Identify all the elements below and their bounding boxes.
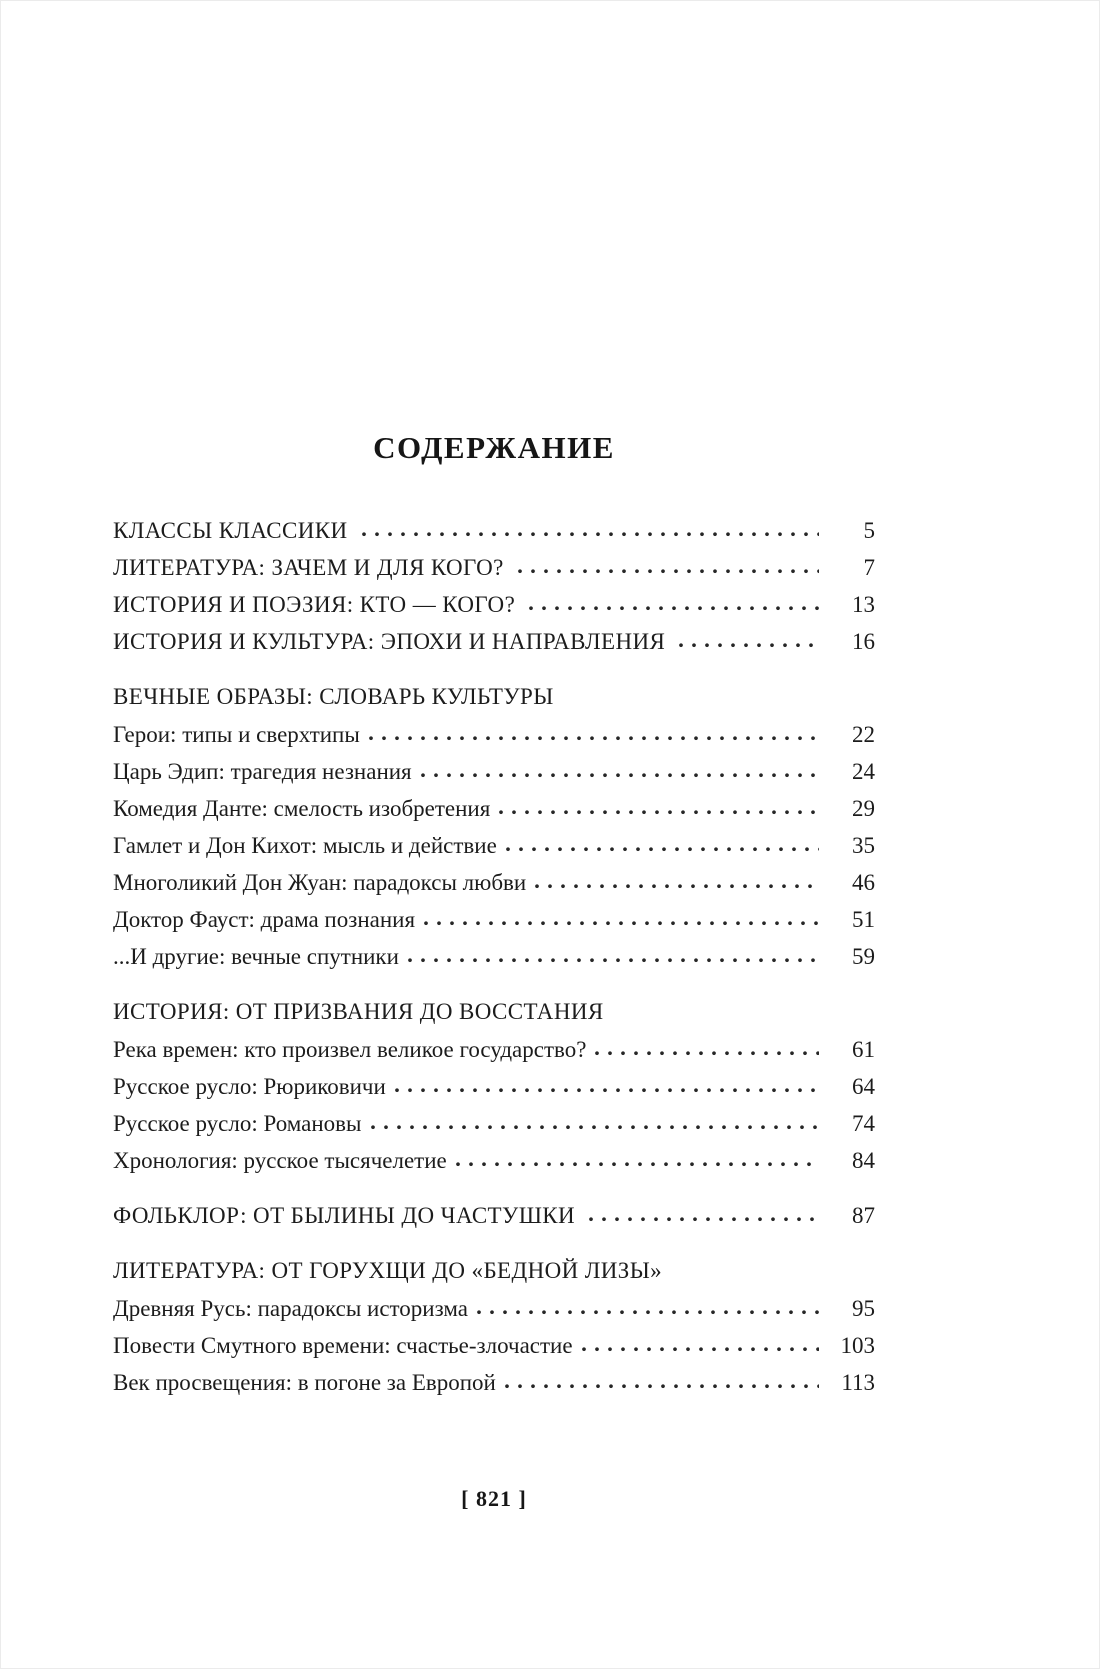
toc-entry: [113, 1197, 875, 1234]
dot-leader: [582, 1346, 819, 1353]
dot-leader: [456, 1161, 819, 1168]
dot-leader: [362, 531, 819, 538]
toc-entry-page: 35: [852, 833, 875, 858]
toc-entry-page: 103: [840, 1333, 875, 1358]
toc-entry-label: ИСТОРИЯ И КУЛЬТУРА: ЭПОХИ И НАПРАВЛЕНИЯ: [113, 629, 666, 654]
dot-leader: [589, 1216, 819, 1223]
toc-entry: [113, 1031, 875, 1068]
toc-entry: [113, 549, 875, 586]
toc-entry-page: 46: [852, 870, 875, 895]
toc-entry: [113, 623, 875, 660]
toc-entry-label: Многоликий Дон Жуан: парадоксы любви: [113, 870, 527, 895]
toc-entry-label: Хронология: русское тысячелетие: [113, 1148, 447, 1173]
toc-group: [113, 512, 875, 660]
dot-leader: [529, 605, 819, 612]
dot-leader: [506, 846, 819, 853]
toc-entry-page: 84: [852, 1148, 875, 1173]
toc-entry: [113, 716, 875, 753]
toc-entry-page: 87: [852, 1203, 875, 1228]
toc-entry: [113, 1105, 875, 1142]
toc-entry-page: 59: [852, 944, 875, 969]
page-title: СОДЕРЖАНИЕ: [373, 430, 615, 465]
dot-leader: [369, 735, 819, 742]
toc-entry: [113, 1142, 875, 1179]
dot-leader: [395, 1087, 819, 1094]
toc-entry-page: 51: [852, 907, 875, 932]
toc-entry: [113, 790, 875, 827]
toc-entry: [113, 512, 875, 549]
toc-entry: [113, 1327, 875, 1364]
toc-entry-label: Комедия Данте: смелость изобретения: [113, 796, 491, 821]
toc-entry-page: 13: [852, 592, 875, 617]
toc-entry-label: Доктор Фауст: драма познания: [113, 907, 416, 932]
toc-entry: [113, 827, 875, 864]
toc-entry-label: Русское русло: Романовы: [113, 1111, 362, 1136]
toc-entry-label: Древняя Русь: парадоксы историзма: [113, 1296, 468, 1321]
toc-section-header: ЛИТЕРАТУРА: ОТ ГОРУХЩИ ДО «БЕДНОЙ ЛИЗЫ»: [113, 1258, 663, 1283]
toc-entry-label: ...И другие: вечные спутники: [113, 944, 399, 969]
toc-entry-page: 95: [852, 1296, 875, 1321]
dot-leader: [499, 809, 819, 816]
table-of-contents: [113, 512, 875, 1401]
dot-leader: [477, 1309, 819, 1316]
toc-entry-label: Царь Эдип: трагедия незнания: [113, 759, 412, 784]
toc-entry-label: ИСТОРИЯ И ПОЭЗИЯ: КТО — КОГО?: [113, 592, 516, 617]
toc-content: [113, 0, 875, 1401]
toc-entry-label: ФОЛЬКЛОР: ОТ БЫЛИНЫ ДО ЧАСТУШКИ: [113, 1203, 576, 1228]
toc-entry-page: 61: [852, 1037, 875, 1062]
dot-leader: [535, 883, 819, 890]
toc-entry-page: 29: [852, 796, 875, 821]
toc-section-header: ВЕЧНЫЕ ОБРАЗЫ: СЛОВАРЬ КУЛЬТУРЫ: [113, 684, 554, 709]
toc-section-header: ИСТОРИЯ: ОТ ПРИЗВАНИЯ ДО ВОССТАНИЯ: [113, 999, 604, 1024]
toc-entry-label: ЛИТЕРАТУРА: ЗАЧЕМ И ДЛЯ КОГО?: [113, 555, 504, 580]
toc-entry-label: Река времен: кто произвел великое государство?: [113, 1037, 587, 1062]
toc-entry: [113, 1364, 875, 1401]
dot-leader: [371, 1124, 820, 1131]
toc-entry-page: 64: [852, 1074, 875, 1099]
dot-leader: [505, 1383, 819, 1390]
dot-leader: [518, 568, 819, 575]
toc-entry-label: Герои: типы и сверхтипы: [113, 722, 360, 747]
toc-entry: [113, 901, 875, 938]
page-number-footer: [ 821 ]: [461, 1486, 527, 1511]
toc-entry-page: 16: [852, 629, 875, 654]
toc-entry: [113, 938, 875, 975]
toc-entry-label: Русское русло: Рюриковичи: [113, 1074, 386, 1099]
toc-entry-page: 113: [841, 1370, 875, 1395]
dot-leader: [424, 920, 819, 927]
toc-entry: [113, 586, 875, 623]
toc-entry: [113, 753, 875, 790]
toc-group: [113, 678, 875, 975]
toc-entry-label: Повести Смутного времени: счастье-злочастие: [113, 1333, 573, 1358]
toc-entry-page: 22: [852, 722, 875, 747]
toc-group: [113, 1252, 875, 1401]
toc-entry-page: 7: [863, 555, 875, 580]
toc-entry-label: Гамлет и Дон Кихот: мысль и действие: [113, 833, 497, 858]
toc-entry-page: 24: [852, 759, 875, 784]
toc-entry: [113, 864, 875, 901]
dot-leader: [408, 957, 819, 964]
toc-entry-label: Век просвещения: в погоне за Европой: [113, 1370, 496, 1395]
toc-entry: [113, 1290, 875, 1327]
toc-group: [113, 993, 875, 1179]
toc-group: [113, 1197, 875, 1234]
dot-leader: [679, 642, 819, 649]
toc-entry-label: КЛАССЫ КЛАССИКИ: [113, 518, 348, 543]
dot-leader: [421, 772, 819, 779]
toc-entry-page: 74: [852, 1111, 875, 1136]
dot-leader: [595, 1050, 819, 1057]
toc-entry: [113, 1068, 875, 1105]
toc-entry-page: 5: [863, 518, 875, 543]
